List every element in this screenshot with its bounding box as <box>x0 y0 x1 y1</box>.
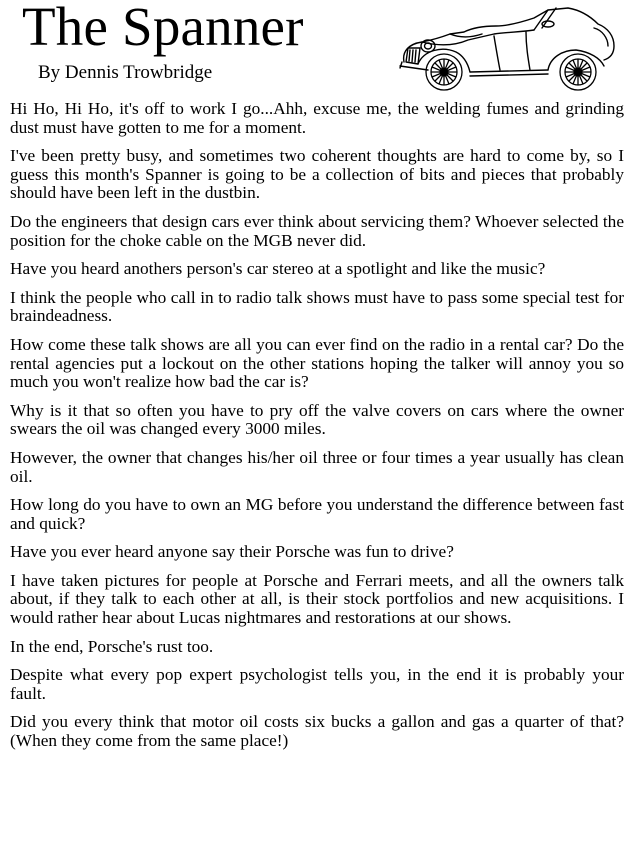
paragraph: Have you heard anothers person's car stereo at a spotlight and like the music? <box>10 259 546 279</box>
paragraph: Do the engineers that design cars ever think about servicing them? Whoever selected the position for the choke cable on the MGB never did. <box>10 211 624 250</box>
vintage-roadster-car-icon <box>398 0 620 98</box>
paragraph: Why is it that so often you have to pry off the valve covers on cars where the owner swears the oil was changed every 3000 miles. <box>10 400 624 439</box>
byline: By Dennis Trowbridge <box>38 62 213 83</box>
paragraph: I think the people who call in to radio talk shows must have to pass some special test for braindeadness. <box>10 287 624 326</box>
paragraph: How come these talk shows are all you can ever find on the radio in a rental car? Do the rental agencies put a lockout on the other stations hoping the talker will annoy you so much you won't realize how bad the car is? <box>10 334 624 392</box>
paragraph: Despite what every pop expert psychologist tells you, in the end it is probably your fault. <box>10 665 624 703</box>
paragraph: Hi Ho, Hi Ho, it's off to work I go...Ahh, excuse me, the welding fumes and grinding dust must have gotten to me for a moment. <box>10 99 624 137</box>
paragraph: Did you every think that motor oil costs six bucks a gallon and gas a quarter of that? (When they come from the same place!) <box>10 712 624 751</box>
paragraph: In the end, Porsche's rust too. <box>10 636 214 656</box>
paragraph: How long do you have to own an MG before you understand the difference between fast and quick? <box>10 495 624 533</box>
article-body <box>10 100 624 761</box>
paragraph: I've been pretty busy, and sometimes two coherent thoughts are hard to come by, so I guess this month's Spanner is going to be a collection of bits and pieces that probably should have been left in the dustbin. <box>10 146 624 203</box>
paragraph: I have taken pictures for people at Porsche and Ferrari meets, and all the owners talk about, if they talk to each other at all, is their stock portfolios and new acquisitions. I would rather hear about Lucas nightmares and restorations at our shows. <box>10 570 624 628</box>
column-header <box>0 0 630 98</box>
paragraph: However, the owner that changes his/her oil three or four times a year usually has clean oil. <box>10 447 624 486</box>
paragraph: Have you ever heard anyone say their Porsche was fun to drive? <box>10 542 454 562</box>
column-title: The Spanner <box>22 0 304 57</box>
